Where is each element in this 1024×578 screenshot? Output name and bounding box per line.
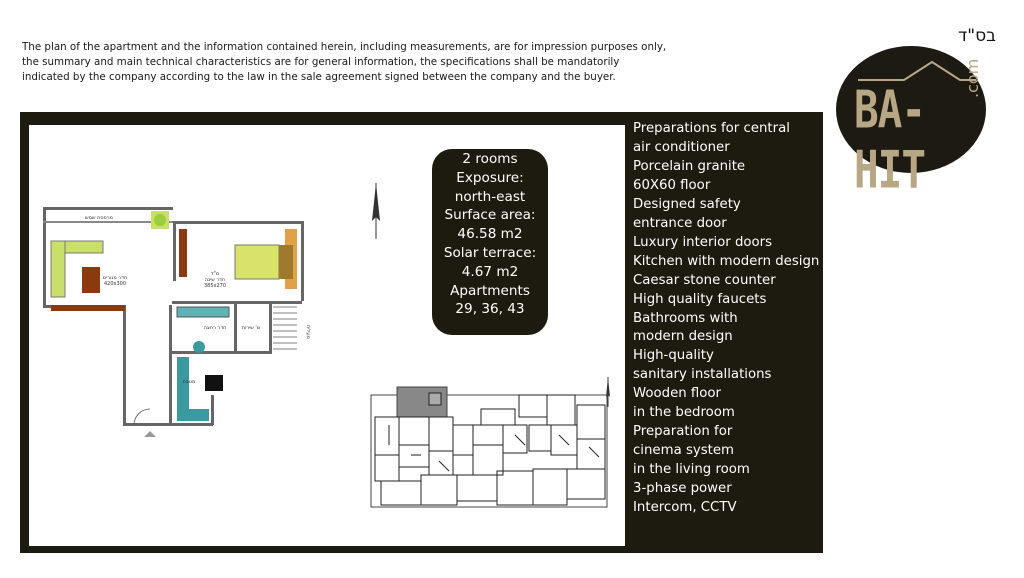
terrace-label: מרפסת שמש xyxy=(85,215,113,221)
feature-line: High-quality xyxy=(633,348,714,364)
info-terrace-label: Solar terrace: xyxy=(443,244,537,261)
bsd-header: בס"ד xyxy=(958,26,996,46)
stairs xyxy=(273,307,297,349)
info-exposure-value: north-east xyxy=(454,188,526,205)
feature-line: in the bedroom xyxy=(633,405,735,421)
feature-line: Wooden floor xyxy=(633,386,722,402)
info-apartments-value: 29, 36, 43 xyxy=(455,301,525,318)
feature-line: 60X60 floor xyxy=(633,177,711,193)
logo-name: BA-HIT xyxy=(854,80,926,200)
bath-label: חדר רחצה xyxy=(203,325,227,331)
living-label: חדר מגורים xyxy=(102,275,128,281)
feature-line: Porcelain granite xyxy=(633,158,746,174)
bathtub xyxy=(177,307,229,317)
feature-line: modern design xyxy=(633,329,733,345)
info-surface-label: Surface area: xyxy=(444,207,536,224)
apartment-plan xyxy=(43,207,304,426)
bedroom-title: מ"ד xyxy=(210,271,220,277)
info-rooms: 2 rooms xyxy=(462,151,518,167)
wardrobe xyxy=(179,229,187,277)
ba-hit-logo[interactable] xyxy=(836,46,986,200)
feature-line: sanitary installations xyxy=(633,367,772,383)
feature-line: Kitchen with modern design xyxy=(633,253,820,269)
disclaimer-text xyxy=(22,40,822,85)
feature-line: High quality faucets xyxy=(633,291,767,307)
feature-line: Intercom, CCTV xyxy=(633,500,737,516)
info-terrace-value: 4.67 m2 xyxy=(461,263,519,280)
features-list xyxy=(633,120,821,518)
feature-line: air conditioner xyxy=(633,139,730,155)
disclaimer-line-1: The plan of the apartment and the information contained herein, including measurements, are for impression purposes only, xyxy=(22,41,667,53)
sink xyxy=(193,341,205,353)
service-label: ש' שירות xyxy=(241,325,261,331)
north-arrow-icon xyxy=(372,183,380,239)
disclaimer-line-3: indicated by the company according to the law in the sale agreement signed between the company and the buyer. xyxy=(22,71,616,83)
feature-line: Designed safety xyxy=(633,196,741,212)
kitchen-label: מטבח xyxy=(182,379,196,385)
living-size: 420x300 xyxy=(103,281,127,287)
feature-line: Luxury interior doors xyxy=(633,234,773,250)
tv-unit xyxy=(51,305,125,311)
feature-line: Preparations for central xyxy=(633,121,790,136)
stairs-label: מעלית xyxy=(305,325,311,339)
info-apartments-label: Apartments xyxy=(450,282,530,299)
fridge xyxy=(205,375,223,391)
bedroom-size: 385x270 xyxy=(203,283,227,289)
logo-suffix: .com xyxy=(963,58,982,98)
bedroom-label: חדר שינה xyxy=(204,277,226,283)
entrance-door xyxy=(134,409,150,425)
feature-line: 3-phase power xyxy=(633,481,732,497)
feature-line: Bathrooms with xyxy=(633,310,738,326)
entrance-arrow-icon xyxy=(144,431,156,437)
feature-line: Caesar stone counter xyxy=(633,272,776,288)
building-floor-plan xyxy=(371,387,607,507)
disclaimer-line-2: the summary and main technical characteristics are for general information, the specifications shall be mandatorily xyxy=(22,56,620,68)
apartment-info-box xyxy=(432,149,548,335)
feature-line: entrance door xyxy=(633,215,727,231)
bed xyxy=(235,245,279,279)
coffee-table xyxy=(82,267,100,293)
feature-line: in the living room xyxy=(633,462,750,478)
info-exposure-label: Exposure: xyxy=(456,169,524,186)
info-surface-value: 46.58 m2 xyxy=(457,226,523,243)
feature-line: Preparation for xyxy=(633,424,733,440)
feature-line: cinema system xyxy=(633,443,735,459)
